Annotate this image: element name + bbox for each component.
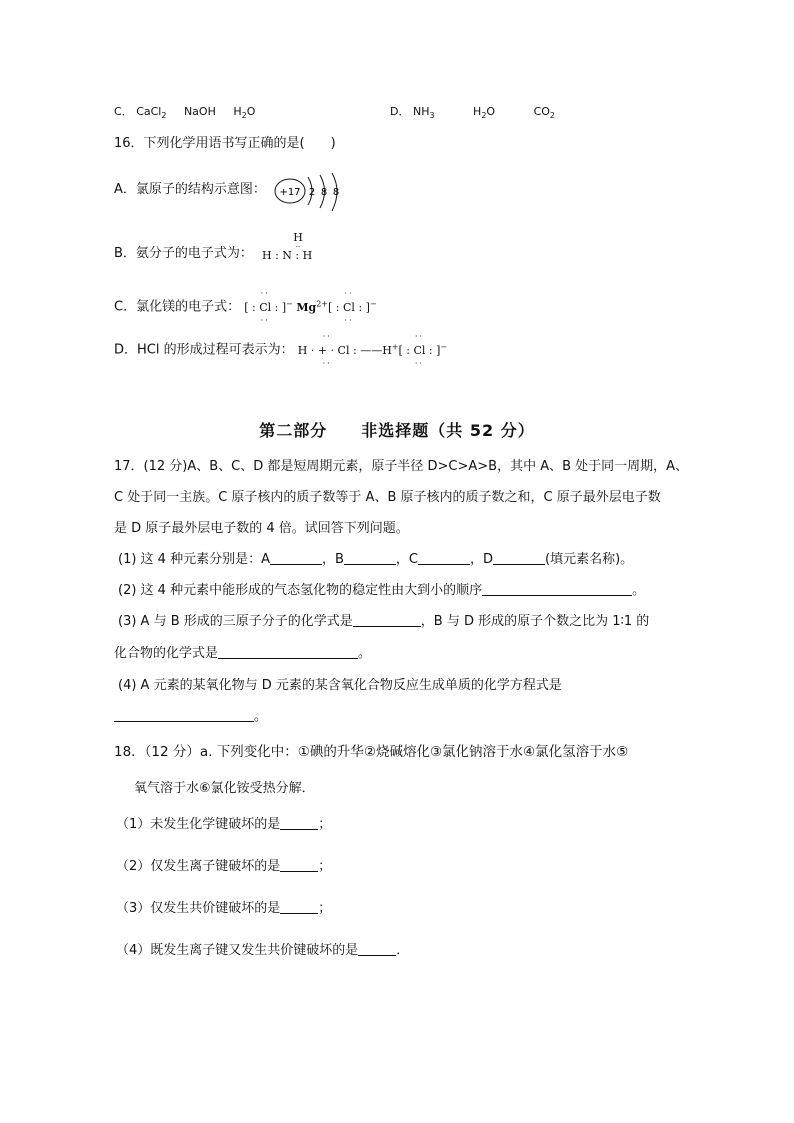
answer-blank-b[interactable] [344, 550, 396, 565]
q16-option-b: B．氨分子的电子式为： [114, 246, 253, 261]
q17-part-2: (2) 这 4 种元素中能形成的气态氢化物的稳定性由大到小的顺序 。 [118, 583, 646, 598]
answer-blank-a[interactable] [270, 550, 322, 565]
formula-h2o-c: $H_2O$ [233, 105, 256, 121]
q16-option-a: A．氯原子的结构示意图： [114, 182, 266, 197]
answer-blank-d[interactable] [493, 550, 545, 565]
q17-part-1: (1) 这 4 种元素分别是：A ，B ，C ，D (填元素名称)。 [118, 552, 634, 567]
answer-blank-q18-4[interactable] [358, 941, 396, 956]
formula-naoh: NaOH [183, 105, 216, 118]
answer-blank-triatomic-formula[interactable] [353, 612, 421, 627]
q18-part-3: （3）仅发生共价键破坏的是 ； [116, 901, 332, 916]
answer-blank-q18-2[interactable] [280, 857, 318, 872]
shell-count-1: 2 [308, 187, 316, 198]
shell-count-2: 8 [320, 187, 328, 198]
section-2-title: 第二部分 非选择题（共 52 分） [259, 421, 535, 440]
q15-option-c: C． CaCl$_2$ NaOH $H_2O$ [114, 105, 256, 121]
q18-part-1: （1）未发生化学键破坏的是 ； [116, 817, 332, 832]
shell-count-3: 8 [332, 187, 340, 198]
q16-option-d: D．HCl 的形成过程可表示为： ·· H · + · Cl : ·· ——H+ ·· [ : Cl : ] ·· − [114, 331, 448, 368]
q18-line-1: 18．（12 分）a. 下列变化中：①碘的升华②烧碱熔化③氯化钠溶于水④氯化氢溶于水⑤ [114, 744, 629, 760]
q18-line-2: 氧气溶于水⑥氯化铵受热分解． [134, 781, 315, 796]
q17-part-3: (3) A 与 B 形成的三原子分子的化学式是 ，B 与 D 形成的原子个数之比为 1∶1 的 [118, 614, 650, 629]
answer-blank-equation[interactable] [114, 707, 254, 722]
hcl-formation-process: ·· H · + · Cl : ·· ——H+ ·· [ : Cl : ] ·· − [297, 331, 448, 368]
q15-option-d: D． $NH_3$ $H_2O$ $CO_2$ [390, 105, 555, 121]
answer-blank-compound-formula[interactable] [218, 644, 358, 659]
q17-part-4-answer: 。 [114, 707, 267, 727]
formula-co2: $CO_2$ [533, 105, 555, 121]
formula-h2o-d: $H_2O$ [473, 105, 496, 121]
nucleus-charge: +17 [279, 187, 301, 198]
formula-cacl2: CaCl$_2$ [136, 105, 167, 121]
q17-line-2: C 处于同一主族。C 原子核内的质子数等于 A、B 原子核内的质子数之和，C 原子最外层电子数 [114, 490, 661, 505]
answer-blank-c[interactable] [418, 550, 470, 565]
answer-blank-stability-order[interactable] [482, 581, 632, 596]
q18-part-4: （4）既发生离子键又发生共价键破坏的是 ． [116, 943, 410, 958]
answer-blank-q18-1[interactable] [280, 815, 318, 830]
q18-part-2: （2）仅发生离子键破坏的是 ； [116, 859, 332, 874]
q17-part-4: (4) A 元素的某氧化物与 D 元素的某含氧化合物反应生成单质的化学方程式是 [118, 678, 562, 693]
mgcl2-electron-formula: ·· [ : Cl : ] ·· − $Mg^{2+}$ ·· [ : Cl : ] ·· − [244, 288, 377, 325]
q17-line-1: 17．(12 分)A、B、C、D 都是短周期元素，原子半径 D>C>A>B，其中 A、B 处于同一周期，A、 [114, 459, 689, 474]
answer-blank-q18-3[interactable] [280, 899, 318, 914]
q16-option-c: C．氯化镁的电子式： ·· [ : Cl : ] ·· − $Mg^{2+}$ ·· [ : Cl : ] ·· − [114, 288, 377, 325]
q17-line-3: 是 D 原子最外层电子数的 4 倍。试回答下列问题。 [114, 521, 409, 536]
chlorine-atom-diagram [272, 172, 352, 214]
formula-nh3: $NH_3$ [412, 105, 435, 121]
ammonia-electron-formula: H ·· H : N : H [262, 231, 313, 262]
q17-part-3-cont: 化合物的化学式是 。 [114, 646, 372, 661]
q16-stem: 16．下列化学用语书写正确的是( ) [114, 136, 336, 151]
